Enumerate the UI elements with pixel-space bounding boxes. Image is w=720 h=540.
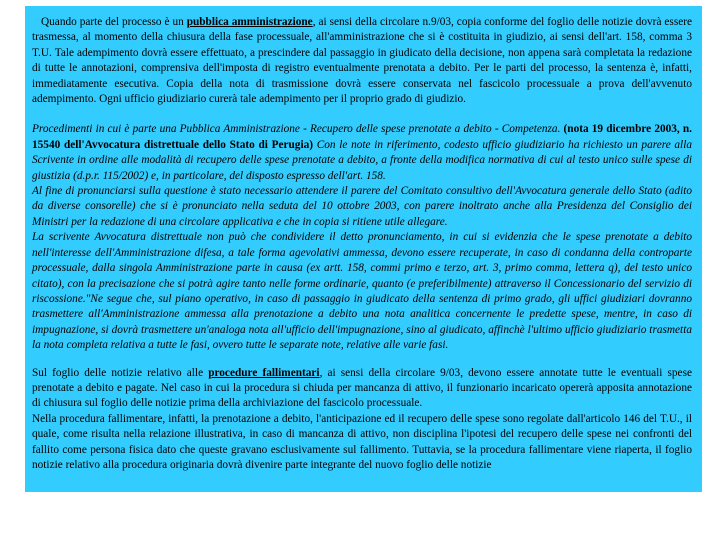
link-procedure-fallimentari[interactable]: procedure fallimentari xyxy=(208,366,320,379)
para2-text-3: La scrivente Avvocatura distrettuale non può che condividere il detto pronunciamento, in cui si evidenzia che le spese prenotate a debito nell'interesse dell'Amministrazione difesa, a tale forma agevolativi ammessa, devono essere recuperate, in caso di condanna della controparte processuale, dalla singola Amministrazione parte in causa (ex artt. 158, commi primo e terzo, art. 3, primo comma, lettera q), del testo unico citato), con la precisazione che si potrà agire tanto nelle forme ordinarie, quanto (e preferibilmente) attraverso il Concessionario del servizio di riscossione."Ne segue che, sul piano operativo, in caso di passaggio in giudicato della sentenza di primo grado, gli uffici giudiziari dovranno trasmettere all'Amministrazione ammessa alla prenotazione a debito una nota analitica concernente le predette spese, mentre, in caso di impugnazione, si dovrà trasmettere un'analoga nota all'ufficio dell'impugnazione, sino al giudicato, affinchè l'ultimo ufficio giudiziario trasmetta la nota completa relativa a tutte le fasi, ovvero tutte le separate note, relative alle varie fasi. xyxy=(32,231,692,352)
para3-text-1: Sul foglio delle notizie relativo alle xyxy=(32,366,209,379)
link-pubblica-amministrazione[interactable]: pubblica amministrazione xyxy=(186,16,313,28)
paragraph-bankruptcy-procedures xyxy=(32,366,692,474)
para3-text-3: Nella procedura fallimentare, infatti, la prenotazione a debito, l'anticipazione ed il recupero delle spese sono regolate dall'articolo 146 del T.U., il quale, come risulta nella relazione illustrativa, in caso di mancanza di attivo, non disciplina l'ipotesi del recupero delle spese nei confronti del fallito come persona fisica dato che queste gravano esclusivamente sul fallimento. Tuttavia, se la procedura fallimentare viene riaperta, il foglio notizie relativo alla procedura originaria dovrà divenire parte integrante del nuovo foglio delle notizie xyxy=(32,412,692,471)
para1-text-2: , ai sensi della circolare n.9/03, copia conforme del foglio delle notizie dovrà essere trasmessa, al momento della chiusura della fase processuale, all'amministrazione che si è costituita in giudizio, ai sensi dell'art. 158, comma 3 T.U. Tale adempimento dovrà essere effettuato, a prescindere dal passaggio in giudicato della decisione, non appena sarà completata la redazione di tutte le annotazioni, comprensiva dell'imposta di registro eventualmente prenotata a debito. Per le parti del processo, la sentenza è, infatti, immediatamente esecutiva. Copia della nota di trasmissione dovrà essere conservata nel fascicolo processuale a prova dell'avvenuto adempimento. Ogni ufficio giudiziario curerà tale adempimento per il proprio grado di giudizio. xyxy=(32,16,693,106)
para1-text-1: Quando parte del processo è un xyxy=(41,16,187,28)
para2-text-2: Al fine di pronunciarsi sulla questione è stato necessario attendere il parere del Comitato consultivo dell'Avvocatura generale dello Stato (adito da diverse consorelle) che si è pronunciato nella seduta del 10 ottobre 2003, con parere inoltrato anche alla Presidenza del Consiglio dei Ministri per la redazione di una circolare applicativa e che in copia si ritiene utile allegare. xyxy=(32,185,692,228)
para2-text-1: Con le note in riferimento, codesto ufficio giudiziario ha richiesto un parere alla Scrivente in ordine alle modalità di recupero delle spese prenotate a debito, a fronte della modifica normativa di cui al testo unico sulle spese di giustizia (d.p.r. 115/2002) e, in particolare, del disposto espresso dell'art. 158. xyxy=(32,138,692,182)
paragraph-avvocatura-note xyxy=(32,122,692,353)
para3-text-2: , ai sensi della circolare 9/03, devono essere annotate tutte le eventuali spese prenotate a debito e pagate. Nel caso in cui la procedura si chiuda per mancanza di attivo, il funzionario incaricato opererà apposita annotazione di chiusura sul foglio delle notizie prima della archiviazione del fascicolo processuale. xyxy=(32,366,692,410)
paragraph-public-administration xyxy=(32,15,692,107)
para2-note-reference: (nota 19 dicembre 2003, n. 15540 dell'Avvocatura distrettuale dello Stato di Perugia) xyxy=(32,123,692,151)
content-panel xyxy=(25,6,702,492)
para2-heading: Procedimenti in cui è parte una Pubblica Amministrazione - Recupero delle spese prenotate a debito - Competenza. xyxy=(32,123,564,136)
